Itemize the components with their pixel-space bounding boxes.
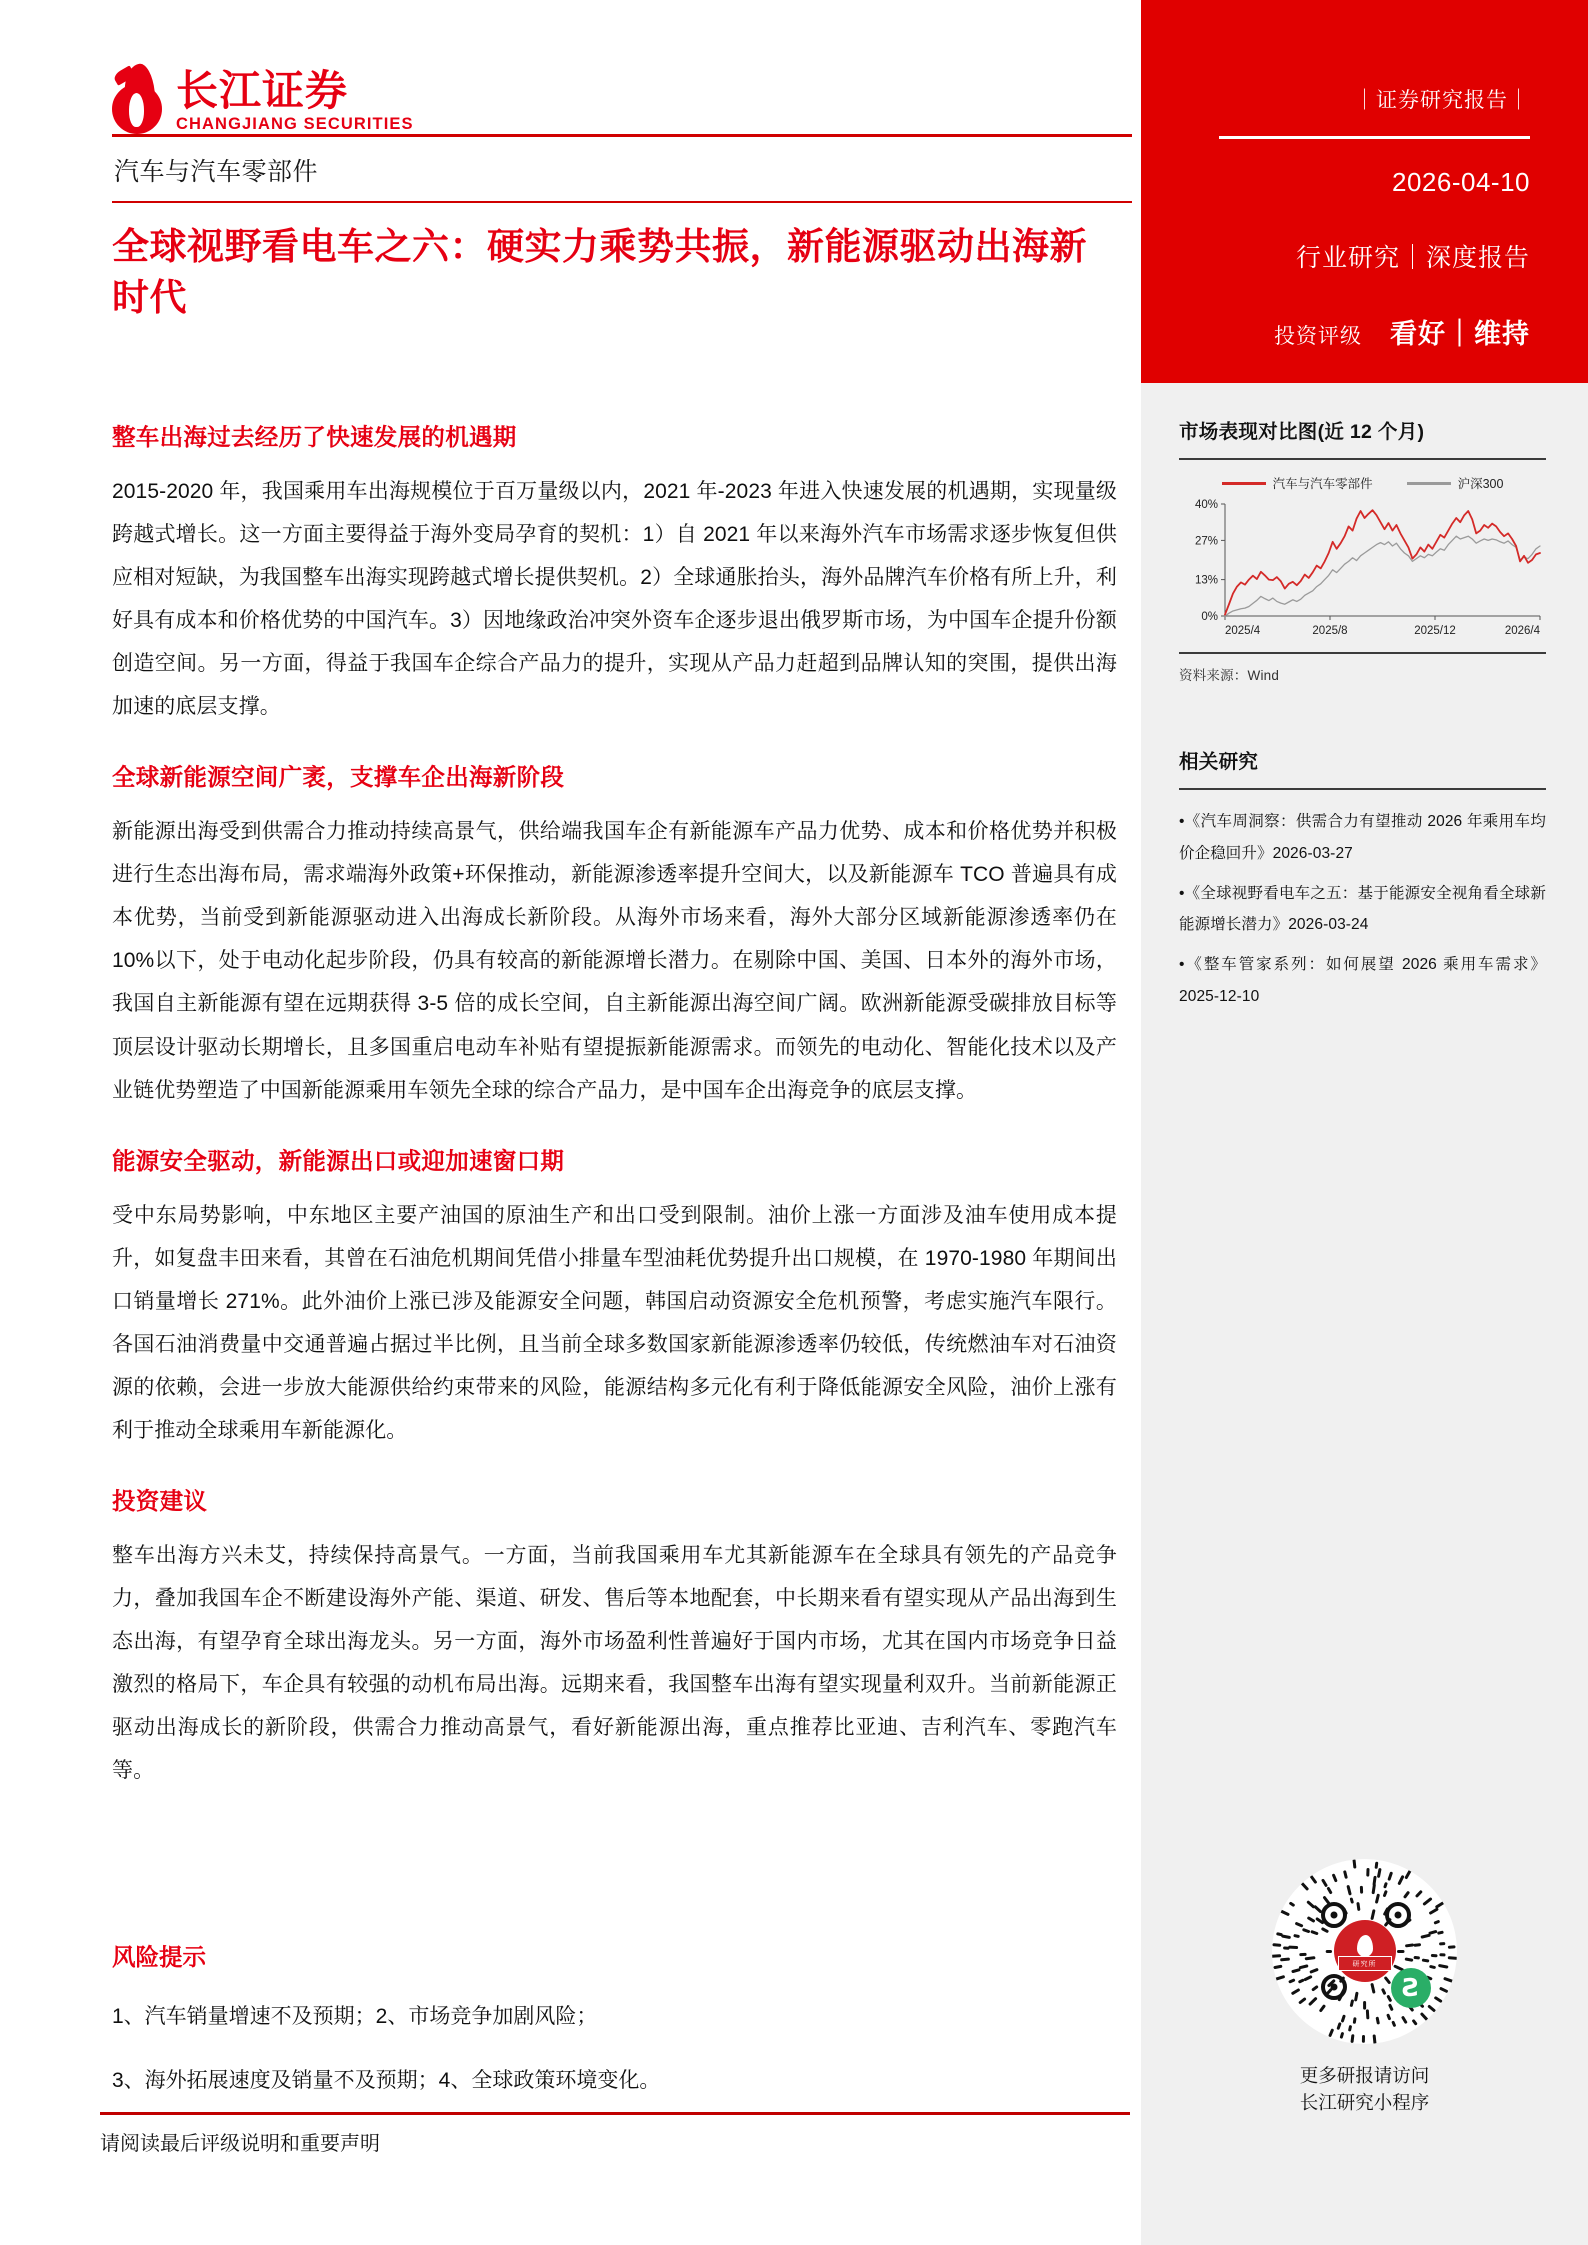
logo[interactable] [112, 60, 1132, 134]
section-heading-1: 整车出海过去经历了快速发展的机遇期 [112, 424, 517, 450]
report-meta-panel [1141, 0, 1588, 383]
report-date: 2026-04-10 [1392, 166, 1530, 197]
industry-label: 汽车与汽车零部件 [114, 158, 319, 186]
logo-disc-shape [112, 84, 162, 134]
miniprogram-qr-block [1141, 1859, 1588, 2118]
chart-title: 市场表现对比图(近 12 个月) [1179, 421, 1425, 443]
market-performance-chart [1179, 474, 1546, 646]
chart-svg [1179, 496, 1546, 646]
risk-heading: 风险提示 [112, 1944, 206, 1970]
svg-text:0%: 0% [1201, 611, 1218, 623]
section-paragraph-1: 2015-2020 年，我国乘用车出海规模位于百万量级以内，2021 年-2023 年进入快速发展的机遇期，实现量级跨越式增长。这一方面主要得益于海外变局孕育的契机：1）自 2021 年以来海外汽车市场需求逐步恢复但供应相对短缺，为我国整车出海实现跨越式增长提供契机。2）全球通胀抬头，海外品牌汽车价格有所上升，利好具有成本和价格优势的中国汽车。3）因地缘政治冲突外资车企逐步退出俄罗斯市场，为中国车企提升份额创造空间。另一方面，得益于我国车企综合产品力的提升，实现从产品力赶超到品牌认知的突围，提供出海加速的底层支撑。 [112, 480, 1117, 719]
legend-swatch-index [1407, 482, 1451, 485]
risk-line: 1、汽车销量增速不及预期；2、市场竞争加剧风险； [112, 2005, 598, 2028]
legend-label-index: 沪深300 [1457, 477, 1504, 491]
section-paragraph-4: 整车出海方兴未艾，持续保持高景气。一方面，当前我国乘用车尤其新能源车在全球具有领先的产品竞争力，叠加我国车企不断建设海外产能、渠道、研发、售后等本地配套，中长期来看有望实现从产品出海到生态出海，有望孕育全球出海龙头。另一方面，海外市场盈利性普遍好于国内市场，尤其在国内市场竞争日益激烈的格局下，车企具有较强的动机布局出海。远期来看，我国整车出海有望实现量利双升。当前新能源正驱动出海成长的新阶段，供需合力推动高景气，看好新能源出海，重点推荐比亚迪、吉利汽车、零跑汽车等。 [112, 1543, 1117, 1783]
svg-text:13%: 13% [1194, 574, 1218, 587]
section-heading-3: 能源安全驱动，新能源出口或迎加速窗口期 [112, 1147, 565, 1174]
legend-item-sector [1222, 474, 1373, 492]
footer-note: 请阅读最后评级说明和重要声明 [100, 2133, 380, 2155]
risk-line: 3、海外拓展速度及销量不及预期；4、全球政策环境变化。 [112, 2069, 661, 2092]
svg-text:40%: 40% [1194, 499, 1218, 511]
related-research-heading: 相关研究 [1179, 751, 1259, 773]
report-type: 行业研究｜深度报告 [1295, 243, 1530, 272]
investment-rating-row [1175, 312, 1530, 351]
qr-caption-line-2: 长江研究小程序 [1299, 2092, 1430, 2114]
logo-text [176, 65, 414, 134]
footer [100, 2112, 1130, 2156]
masthead [112, 60, 1132, 323]
legend-swatch-sector [1222, 482, 1266, 485]
related-research-block [1179, 746, 1546, 1013]
qr-code-icon[interactable] [1272, 1859, 1457, 2044]
legend-item-index [1407, 474, 1504, 492]
logo-name-en: CHANGJIANG SECURITIES [176, 115, 414, 134]
related-research-divider [1179, 788, 1546, 790]
section-paragraph-2: 新能源出海受到供需合力推动持续高景气，供给端我国车企有新能源车产品力优势、成本和价格优势并积极进行生态出海布局，需求端海外政策+环保推动，新能源渗透率提升空间大，以及新能源车 TCO 普遍具有成本优势，当前受到新能源驱动进入出海成长新阶段。从海外市场来看，海外大部分区域新能源渗透率仍在 10%以下，处于电动化起步阶段，仍具有较高的新能源增长潜力。在剔除中国、美国、日本外的海外市场，我国自主新能源有望在远期获得 3-5 倍的成长空间，自主新能源出海空间广阔。欧洲新能源受碳排放目标等顶层设计驱动长期增长，且多国重启电动车补贴有望提振新能源需求。而领先的电动化、智能化技术以及产业链优势塑造了中国新能源乘用车领先全球的综合产品力，是中国车企出海竞争的底层支撑。 [112, 820, 1117, 1102]
qr-logo-drop [1357, 1935, 1373, 1957]
investment-rating-value: 看好｜维持 [1390, 318, 1530, 349]
qr-caption [1141, 2062, 1588, 2118]
research-report-kicker: ｜证券研究报告｜ [1354, 89, 1530, 112]
svg-text:2025/4: 2025/4 [1225, 625, 1261, 637]
related-research-list [1179, 806, 1546, 1013]
section-paragraph-3: 受中东局势影响，中东地区主要产油国的原油生产和出口受到限制。油价上涨一方面涉及油车使用成本提升，如复盘丰田来看，其曾在石油危机期间凭借小排量车型油耗优势提升出口规模，在 1970-1980 年期间出口销量增长 271%。此外油价上涨已涉及能源安全问题，韩国启动资源安全危机预警，考虑实施汽车限行。各国石油消费量中交通普遍占据过半比例，且当前全球多数国家新能源渗透率仍较低，传统燃油车对石油资源的依赖，会进一步放大能源供给约束带来的风险，能源结构多元化有利于降低能源安全风险，油价上涨有利于推动全球乘用车新能源化。 [112, 1203, 1117, 1442]
related-research-item[interactable]: •《全球视野看电车之五：基于能源安全视角看全球新能源增长潜力》2026-03-24 [1179, 884, 1546, 934]
section-heading-2: 全球新能源空间广袤，支撑车企出海新阶段 [112, 764, 565, 791]
changjiang-logo-icon [112, 64, 166, 134]
panel-divider [1219, 136, 1530, 139]
chart-legend [1179, 474, 1546, 492]
chart-bottom-divider [1179, 652, 1546, 654]
svg-text:27%: 27% [1194, 535, 1218, 548]
related-research-item[interactable]: •《汽车周洞察：供需合力有望推动 2026 年乘用车均价企稳回升》2026-03-27 [1179, 813, 1546, 862]
sidebar [1141, 383, 1588, 2245]
logo-name-cn: 长江证券 [176, 65, 349, 115]
svg-text:2025/8: 2025/8 [1312, 625, 1348, 637]
related-research-item[interactable]: •《整车管家系列：如何展望 2026 乘用车需求》2025-12-10 [1179, 956, 1546, 1005]
chart-title-divider [1179, 458, 1546, 460]
chart-source: 资料来源：Wind [1179, 668, 1280, 683]
wechat-miniprogram-icon: Ƨ [1391, 1968, 1431, 2008]
risk-block [112, 1938, 1117, 2124]
section-heading-4: 投资建议 [112, 1487, 208, 1514]
legend-label-sector: 汽车与汽车零部件 [1272, 477, 1373, 491]
qr-caption-line-1: 更多研报请访问 [1299, 2064, 1430, 2086]
report-body [112, 418, 1117, 1822]
qr-center-logo [1334, 1920, 1396, 1982]
investment-rating-label: 投资评级 [1274, 324, 1362, 348]
svg-text:2025/12: 2025/12 [1414, 625, 1456, 637]
page-title: 全球视野看电车之六：硬实力乘势共振，新能源驱动出海新时代 [112, 226, 1087, 319]
qr-logo-ribbon: 研究所 [1338, 1956, 1392, 1971]
svg-text:2026/4: 2026/4 [1504, 625, 1540, 637]
